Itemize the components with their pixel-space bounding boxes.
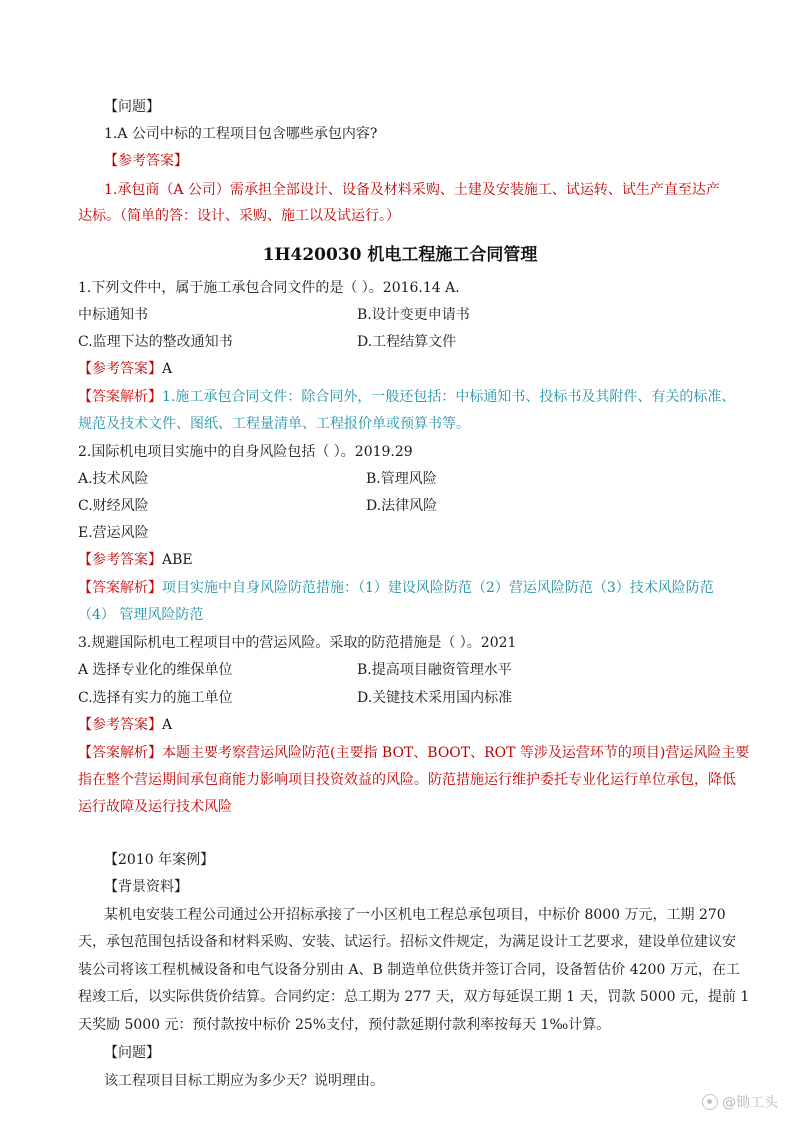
analysis-line bbox=[78, 743, 749, 763]
option-d: D.关键技术采用国内标准 bbox=[357, 690, 513, 706]
answer-row bbox=[78, 715, 172, 735]
option-c: C.财经风险 bbox=[78, 498, 149, 514]
option-d: D.工程结算文件 bbox=[357, 334, 457, 350]
case-paragraph-line: 装公司将该工程机械设备和电气设备分别由 A、B 制造单位供货并签订合同，设备暂估价 4200 万元，在工 bbox=[78, 962, 740, 978]
option-e: E.营运风险 bbox=[78, 525, 149, 541]
case-question-text: 该工程项目目标工期应为多少天？说明理由。 bbox=[104, 1073, 384, 1089]
answer-label: 【参考答案】 bbox=[78, 717, 162, 733]
watermark bbox=[702, 1092, 778, 1112]
analysis-line: 运行故障及运行技术风险 bbox=[78, 799, 232, 815]
case-paragraph-line: 天，承包范围包括设备和材料采购、安装、试运行。招标文件规定，为满足设计工艺要求，建设单位建议安 bbox=[78, 934, 736, 950]
option-a: A 选择专业化的维保单位 bbox=[78, 662, 233, 678]
answer-row bbox=[78, 359, 172, 379]
section-title: 1H420030 机电工程施工合同管理 bbox=[262, 245, 538, 265]
analysis-label: 【答案解析】 bbox=[78, 745, 162, 761]
answer-label: 【参考答案】 bbox=[78, 552, 162, 568]
option-b: B.提高项目融资管理水平 bbox=[357, 662, 512, 678]
option-d: D.法律风险 bbox=[366, 498, 438, 514]
background-heading: 【背景资料】 bbox=[104, 879, 188, 895]
answer-value: ABE bbox=[162, 552, 193, 568]
analysis-line bbox=[78, 387, 735, 407]
analysis-line: （4） 管理风险防范 bbox=[78, 607, 204, 623]
case-heading: 【2010 年案例】 bbox=[104, 852, 215, 868]
case-paragraph-line: 程竣工后，以实际供货价结算。合同约定：总工期为 277 天，双方每延误工期 1 天，罚款 5000 元，提前 1 bbox=[78, 989, 750, 1005]
analysis-text: 项目实施中自身风险防范措施：（1）建设风险防范（2）营运风险防范（3）技术风险防范 bbox=[162, 580, 714, 596]
watermark-logo-icon bbox=[702, 1094, 718, 1110]
reference-answer-heading: 【参考答案】 bbox=[104, 153, 188, 169]
question-heading: 【问题】 bbox=[104, 99, 160, 115]
reference-answer-line: 达标。（简单的答：设计、采购、施工以及试运行。） bbox=[78, 208, 400, 224]
case-paragraph-line: 天奖励 5000 元：预付款按中标价 25%支付，预付款延期付款利率按每天 1‰计算。 bbox=[78, 1017, 611, 1033]
case-question-heading: 【问题】 bbox=[104, 1045, 160, 1061]
analysis-label: 【答案解析】 bbox=[78, 389, 162, 405]
option-a: A.技术风险 bbox=[78, 471, 149, 487]
option-b: B.管理风险 bbox=[366, 471, 437, 487]
watermark-text: @锄工头 bbox=[722, 1095, 778, 1111]
option-a: 中标通知书 bbox=[78, 307, 148, 323]
question-stem: 1.下列文件中，属于施工承包合同文件的是（ ）。2016.14 A. bbox=[78, 280, 460, 296]
answer-row bbox=[78, 550, 193, 570]
answer-label: 【参考答案】 bbox=[78, 361, 162, 377]
answer-value: A bbox=[162, 717, 173, 733]
question-stem: 2.国际机电项目实施中的自身风险包括（ ）。2019.29 bbox=[78, 444, 413, 460]
analysis-line: 指在整个营运期间承包商能力影响项目投资效益的风险。防范措施运行维护委托专业化运行单位承包，降低 bbox=[78, 772, 736, 788]
answer-value: A bbox=[162, 361, 173, 377]
analysis-text: 本题主要考察营运风险防范(主要指 BOT、BOOT、ROT 等涉及运营环节的项目)营运风险主要 bbox=[162, 745, 750, 761]
analysis-label: 【答案解析】 bbox=[78, 580, 162, 596]
case-paragraph-line: 某机电安装工程公司通过公开招标承接了一小区机电工程总承包项目，中标价 8000 万元，工期 270 bbox=[104, 907, 726, 923]
question-stem: 3.规避国际机电工程项目中的营运风险。采取的防范措施是（ ）。2021 bbox=[78, 635, 517, 651]
option-c: C.选择有实力的施工单位 bbox=[78, 690, 233, 706]
reference-answer-line: 1.承包商（A 公司）需承担全部设计、设备及材料采购、土建及安装施工、试运转、试生产直至达产 bbox=[104, 182, 720, 198]
option-c: C.监理下达的整改通知书 bbox=[78, 334, 233, 350]
analysis-text: 1.施工承包合同文件：除合同外，一般还包括：中标通知书、投标书及其附件、有关的标准、 bbox=[162, 389, 736, 405]
analysis-line: 规范及技术文件、图纸、工程量清单、工程报价单或预算书等。 bbox=[78, 416, 470, 432]
question-text: 1.A 公司中标的工程项目包含哪些承包内容? bbox=[104, 126, 378, 142]
option-b: B.设计变更申请书 bbox=[357, 307, 470, 323]
analysis-line bbox=[78, 578, 714, 598]
